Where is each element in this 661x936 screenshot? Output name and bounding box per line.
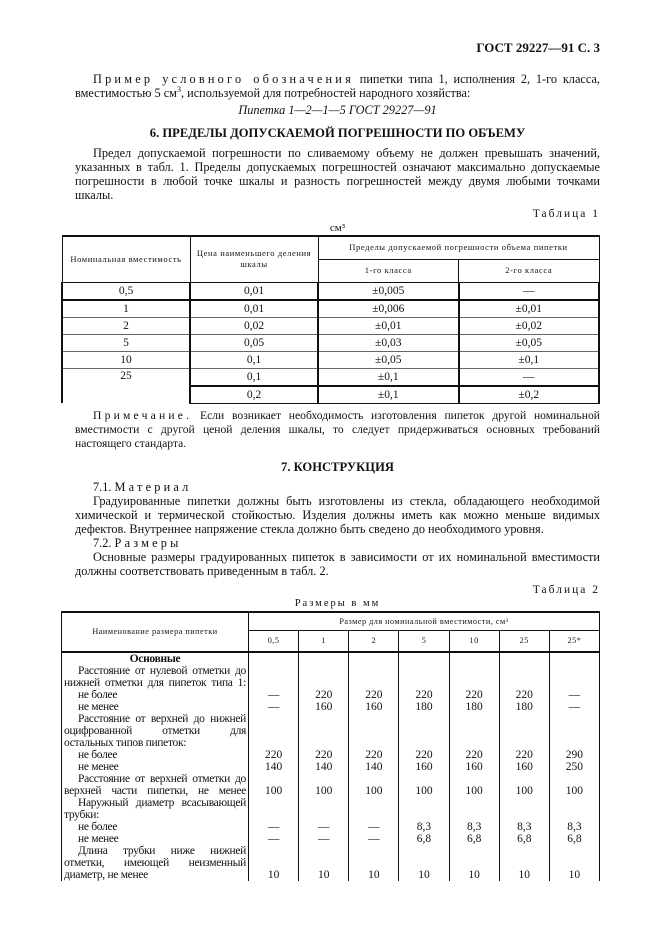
cell-size-value: 140	[249, 761, 299, 773]
cell-size-value	[399, 809, 449, 821]
table-1	[61, 235, 600, 404]
cell-size-value: 180	[399, 701, 449, 713]
cell-size-value: 290	[549, 749, 599, 761]
cell-class2: —	[459, 368, 600, 386]
cell-size-value: 10	[449, 869, 499, 881]
col-header-capacity: 25	[499, 631, 549, 652]
cell-size-value	[449, 677, 499, 689]
cell-size-value: 160	[399, 761, 449, 773]
subsection-7-1-title: Материал	[114, 479, 192, 494]
cell-size-value: 8,3	[399, 821, 449, 833]
table-row	[62, 334, 599, 351]
cell-size-value: 100	[449, 785, 499, 797]
subsection-7-1-heading	[75, 480, 600, 494]
cell-size-value	[499, 737, 549, 749]
cell-size-value: 160	[499, 761, 549, 773]
cell-size-value	[249, 665, 299, 677]
table-row	[62, 351, 599, 368]
cell-class2: ±0,02	[459, 317, 600, 334]
cell-class1: ±0,005	[318, 282, 459, 300]
cell-size-value	[299, 857, 349, 869]
cell-size-value: 220	[349, 689, 399, 701]
cell-size-value	[399, 797, 449, 809]
cell-size-value	[499, 725, 549, 737]
cell-size-value	[399, 737, 449, 749]
cell-size-name: нижней отметки для пипеток типа 1:	[62, 677, 249, 689]
cell-size-value: 160	[299, 701, 349, 713]
cell-size-value	[549, 677, 599, 689]
cell-size-value	[349, 809, 399, 821]
table-row	[62, 713, 600, 725]
cell-class2: ±0,1	[459, 351, 600, 368]
table-row	[62, 821, 600, 833]
cell-size-value	[499, 809, 549, 821]
cell-size-value: 100	[249, 785, 299, 797]
cell-size-value	[449, 797, 499, 809]
subsection-7-2-number: 7.2.	[93, 535, 112, 550]
cell-size-value	[399, 652, 449, 665]
cell-size-value: 140	[299, 761, 349, 773]
cell-class1: ±0,1	[318, 368, 459, 386]
cell-size-name: не более	[62, 821, 249, 833]
subsection-7-2-heading	[75, 536, 600, 550]
cell-size-value	[349, 725, 399, 737]
cell-size-value: 220	[499, 689, 549, 701]
cell-size-value	[549, 725, 599, 737]
cell-size-name: не менее	[62, 833, 249, 845]
cell-size-name: верхней части пипетки, не менее	[62, 785, 249, 797]
cell-division: 0,02	[190, 317, 318, 334]
col-header-capacity: 1	[299, 631, 349, 652]
cell-size-value: 220	[449, 689, 499, 701]
cell-size-value: 10	[299, 869, 349, 881]
cell-size-value	[349, 797, 399, 809]
cell-size-value	[349, 857, 399, 869]
table-row	[62, 317, 599, 334]
cell-size-value	[549, 845, 599, 857]
col-header-capacity: 2	[349, 631, 399, 652]
cell-size-name: не более	[62, 689, 249, 701]
table-row	[62, 677, 600, 689]
cell-size-name: не более	[62, 749, 249, 761]
cell-size-value	[449, 713, 499, 725]
cell-class2: ±0,05	[459, 334, 600, 351]
cell-size-value: —	[249, 689, 299, 701]
cell-size-value	[249, 845, 299, 857]
cell-size-value: 250	[549, 761, 599, 773]
cell-size-value: 6,8	[499, 833, 549, 845]
cell-size-value	[549, 713, 599, 725]
document-header: ГОСТ 29227—91 С. 3	[476, 40, 600, 55]
table-row	[62, 300, 599, 318]
table-row	[62, 652, 600, 665]
cell-size-value: 220	[399, 689, 449, 701]
cell-size-value	[399, 713, 449, 725]
cell-size-value: 8,3	[449, 821, 499, 833]
cell-size-value	[349, 665, 399, 677]
cell-size-value	[499, 713, 549, 725]
cell-size-value	[249, 809, 299, 821]
cell-size-value	[399, 677, 449, 689]
cell-size-value: 6,8	[449, 833, 499, 845]
cell-size-value	[249, 713, 299, 725]
cell-size-value: —	[299, 821, 349, 833]
cell-size-value	[499, 773, 549, 785]
example-lead: Пример условного обозначения	[93, 72, 354, 86]
cell-size-name: Расстояние от верхней отметки до	[62, 773, 249, 785]
example-text: пипетки типа 1, исполнения 2, 1-го класса, вместимостью 5 см	[75, 72, 600, 100]
subsection-7-2-title: Размеры	[114, 535, 182, 550]
col-header-capacity: 25*	[549, 631, 599, 652]
col-header-division: Цена наименьшего деления шкалы	[190, 236, 318, 282]
note-text: Если возникает необходимость изготовления пипеток другой номинальной вместимости с другой ценой деления шкалы, то следует придерживаться основных требований настоящего стандарта.	[75, 408, 600, 450]
example-text-2: , используемой для потребностей народного хозяйства:	[180, 86, 471, 100]
cell-class2: ±0,2	[459, 386, 600, 404]
cell-size-value	[549, 652, 599, 665]
cell-size-value: 160	[449, 761, 499, 773]
cell-size-name: оцифрованной отметки для	[62, 725, 249, 737]
cell-class1: ±0,03	[318, 334, 459, 351]
cell-nominal: 0,5	[62, 282, 190, 300]
cell-size-value	[399, 773, 449, 785]
cell-size-value: 100	[499, 785, 549, 797]
cell-size-value	[549, 665, 599, 677]
table-row	[62, 857, 600, 869]
table-2	[61, 611, 600, 881]
col-header-capacity: 5	[399, 631, 449, 652]
cell-size-value: 220	[249, 749, 299, 761]
cell-class2: —	[459, 282, 600, 300]
cell-size-name: Расстояние от верхней до нижней	[62, 713, 249, 725]
subsection-7-1-number: 7.1.	[93, 479, 112, 494]
cell-size-value	[549, 857, 599, 869]
cell-size-name: диаметр, не менее	[62, 869, 249, 881]
col-header-size-name: Наименование размера пипетки	[62, 612, 249, 652]
note-lead: Примечание.	[93, 408, 193, 422]
cell-nominal: 25	[62, 368, 190, 403]
subsection-7-2-text: Основные размеры градуированных пипеток в зависимости от их номинальной вместимости должны соответствовать приведенным в табл. 2.	[75, 549, 600, 578]
cell-size-value: 220	[299, 749, 349, 761]
cell-size-value: 220	[499, 749, 549, 761]
cell-size-value	[449, 845, 499, 857]
cell-class2: ±0,01	[459, 300, 600, 318]
table-row	[62, 845, 600, 857]
cell-size-value: 100	[549, 785, 599, 797]
table-1-caption: Таблица 1	[532, 208, 600, 220]
cell-size-value	[399, 725, 449, 737]
cell-size-value: 10	[499, 869, 549, 881]
cell-size-value	[449, 857, 499, 869]
cell-size-name: Наружный диаметр всасывающей	[62, 797, 249, 809]
cell-size-value	[499, 797, 549, 809]
table-row	[62, 665, 600, 677]
cell-division: 0,1	[190, 368, 318, 386]
cell-size-value	[299, 737, 349, 749]
cell-size-value	[499, 665, 549, 677]
cell-size-value: 10	[399, 869, 449, 881]
col-header-class1: 1-го класса	[318, 259, 459, 282]
cell-size-value: —	[549, 689, 599, 701]
cell-size-value: 8,3	[549, 821, 599, 833]
cell-size-value: —	[249, 821, 299, 833]
table-row	[62, 869, 600, 881]
cell-size-value: 10	[549, 869, 599, 881]
col-header-capacity: 10	[449, 631, 499, 652]
cell-size-name: Расстояние от нулевой отметки до	[62, 665, 249, 677]
cell-size-name: Длина трубки ниже нижней	[62, 845, 249, 857]
table-row	[62, 701, 600, 713]
cell-class1: ±0,1	[318, 386, 459, 404]
cell-size-value: 6,8	[399, 833, 449, 845]
cell-size-value	[349, 713, 399, 725]
cell-size-value	[549, 809, 599, 821]
table-row	[62, 725, 600, 737]
cell-size-value	[449, 773, 499, 785]
example-formula: Пипетка 1—2—1—5 ГОСТ 29227—91	[238, 103, 437, 117]
page-content	[64, 72, 600, 881]
cell-size-value: 100	[299, 785, 349, 797]
cell-size-value	[299, 677, 349, 689]
cell-size-name: остальных типов пипеток:	[62, 737, 249, 749]
cell-size-value	[449, 652, 499, 665]
cell-division: 0,1	[190, 351, 318, 368]
col-header-size-group: Размер для номинальной вместимости, см³	[249, 612, 600, 631]
table-row	[62, 773, 600, 785]
table-row	[62, 785, 600, 797]
cell-size-value	[349, 652, 399, 665]
cell-size-value: 220	[299, 689, 349, 701]
cell-size-value: 6,8	[549, 833, 599, 845]
cell-size-value	[299, 725, 349, 737]
cell-size-value	[299, 652, 349, 665]
cell-nominal: 10	[62, 351, 190, 368]
cell-class1: ±0,01	[318, 317, 459, 334]
cell-division: 0,2	[190, 386, 318, 404]
cell-division: 0,01	[190, 282, 318, 300]
cell-size-value	[349, 737, 399, 749]
superscript: 3	[176, 84, 181, 94]
cell-size-value: —	[249, 833, 299, 845]
cell-size-value: 140	[349, 761, 399, 773]
section-6-text: Предел допускаемой погрешности по сливаемому объему не должен превышать значений, указанных в табл. 1. Пределы допускаемых погрешностей означают максимально допускаемые погрешности в любой точке шкалы и разность погрешностей между двумя любыми точками шкалы.	[75, 146, 600, 202]
cell-size-value: 160	[349, 701, 399, 713]
table-row	[62, 689, 600, 701]
cell-size-name: не менее	[62, 761, 249, 773]
cell-nominal: 1	[62, 300, 190, 318]
table-row	[62, 737, 600, 749]
col-header-class2: 2-го класса	[459, 259, 600, 282]
table-row	[62, 761, 600, 773]
cell-size-value	[249, 737, 299, 749]
cell-size-value: 220	[449, 749, 499, 761]
section-7-heading: 7. КОНСТРУКЦИЯ	[281, 459, 394, 474]
table-row	[62, 809, 600, 821]
cell-size-value	[349, 773, 399, 785]
cell-size-value	[549, 737, 599, 749]
cell-size-name: Основные	[62, 652, 249, 665]
cell-size-value	[449, 737, 499, 749]
cell-size-value: 220	[399, 749, 449, 761]
cell-size-value: 180	[499, 701, 549, 713]
cell-size-value: 180	[449, 701, 499, 713]
col-header-nominal: Номинальная вместимость	[62, 236, 190, 282]
table-2-caption: Таблица 2	[532, 583, 600, 596]
cell-size-value	[549, 773, 599, 785]
cell-size-value: 220	[349, 749, 399, 761]
cell-size-value	[349, 677, 399, 689]
cell-size-value: —	[349, 833, 399, 845]
cell-size-value	[549, 797, 599, 809]
cell-size-value: —	[549, 701, 599, 713]
subsection-7-1-text: Градуированные пипетки должны быть изготовлены из стекла, обладающего необходимой химической и термической стойкостью. Изделия должны иметь как можно меньше видимых дефектов. Внутреннее напряжение стекла должно быть сведено до необходимого уровня.	[75, 493, 600, 536]
cell-size-value	[249, 725, 299, 737]
col-header-limits: Пределы допускаемой погрешности объема пипетки	[318, 236, 599, 259]
cell-size-value: 100	[399, 785, 449, 797]
cell-size-value	[399, 665, 449, 677]
cell-size-value	[249, 857, 299, 869]
cell-size-value	[399, 845, 449, 857]
cell-size-value	[299, 809, 349, 821]
table-2-unit: Размеры в мм	[294, 597, 381, 609]
cell-size-value	[499, 857, 549, 869]
cell-nominal: 2	[62, 317, 190, 334]
cell-size-value: 8,3	[499, 821, 549, 833]
cell-class1: ±0,006	[318, 300, 459, 318]
cell-size-value	[299, 845, 349, 857]
cell-size-value: 10	[349, 869, 399, 881]
table-1-unit: см³	[329, 222, 346, 234]
cell-size-value: —	[249, 701, 299, 713]
cell-size-value: 100	[349, 785, 399, 797]
cell-size-value	[299, 713, 349, 725]
cell-size-value	[299, 773, 349, 785]
cell-size-value	[449, 725, 499, 737]
cell-size-value	[499, 652, 549, 665]
cell-size-value	[249, 773, 299, 785]
cell-nominal: 5	[62, 334, 190, 351]
table-row	[62, 368, 599, 386]
cell-size-name: не менее	[62, 701, 249, 713]
col-header-capacity: 0,5	[249, 631, 299, 652]
cell-size-value: 10	[249, 869, 299, 881]
cell-size-value	[449, 665, 499, 677]
example-paragraph	[75, 72, 600, 100]
table-row	[62, 797, 600, 809]
table-row	[62, 282, 599, 300]
cell-size-value: —	[349, 821, 399, 833]
cell-size-name: отметки, имеющей неизменный	[62, 857, 249, 869]
table-row	[62, 749, 600, 761]
cell-size-name: трубки:	[62, 809, 249, 821]
cell-size-value	[299, 797, 349, 809]
table-1-note	[75, 409, 600, 451]
table-row	[62, 833, 600, 845]
cell-size-value	[499, 845, 549, 857]
cell-size-value	[399, 857, 449, 869]
cell-size-value: —	[299, 833, 349, 845]
cell-class1: ±0,05	[318, 351, 459, 368]
section-6-heading: 6. ПРЕДЕЛЫ ДОПУСКАЕМОЙ ПОГРЕШНОСТИ ПО ОБЪЕМУ	[149, 126, 526, 140]
cell-size-value	[249, 677, 299, 689]
cell-size-value	[299, 665, 349, 677]
cell-size-value	[449, 809, 499, 821]
cell-size-value	[349, 845, 399, 857]
cell-size-value	[249, 797, 299, 809]
cell-division: 0,01	[190, 300, 318, 318]
cell-size-value	[499, 677, 549, 689]
cell-division: 0,05	[190, 334, 318, 351]
cell-size-value	[249, 652, 299, 665]
